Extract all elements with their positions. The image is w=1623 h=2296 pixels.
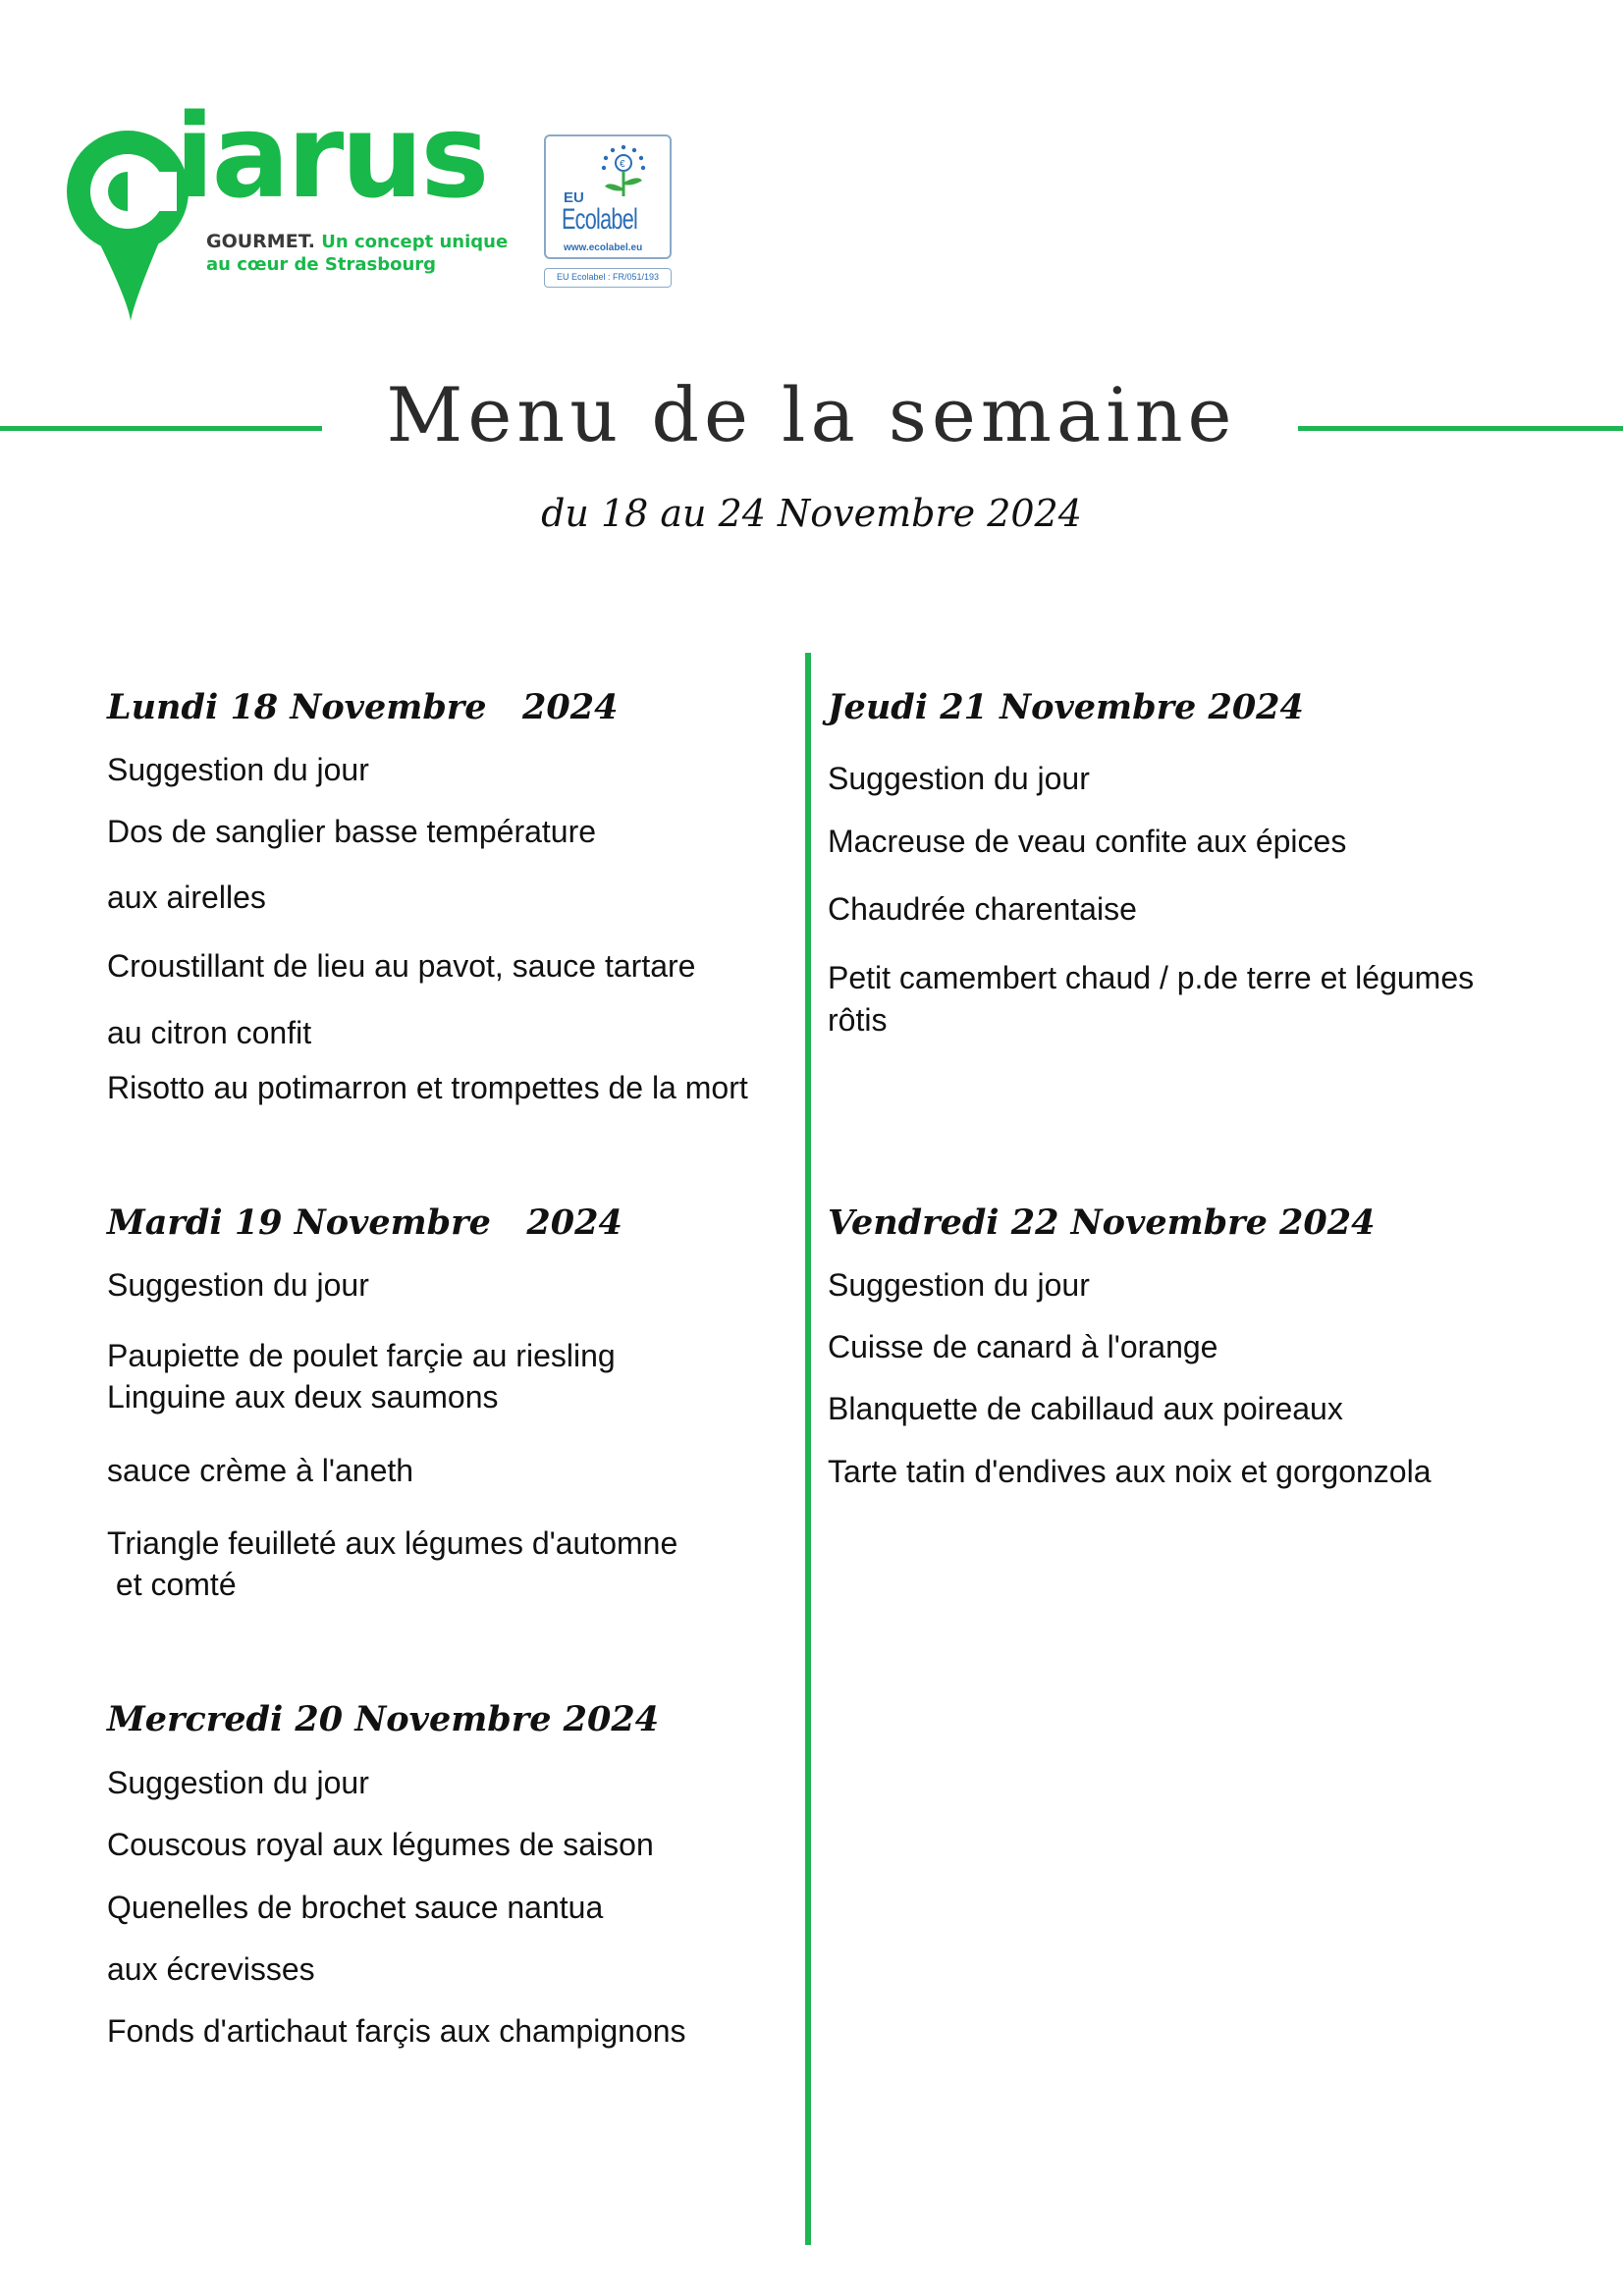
dish-item: Croustillant de lieu au pavot, sauce tartare [107,948,696,984]
dish-item: sauce crème à l'aneth [107,1453,414,1488]
dish-item: Tarte tatin d'endives aux noix et gorgonzola [828,1454,1432,1489]
dish-item: Fonds d'artichaut farçis aux champignons [107,2013,686,2049]
title-rule-left [0,426,322,431]
dish-item: Dos de sanglier basse température [107,814,597,849]
day-title-tuesday: Mardi 19 Novembre 2024 [107,1202,622,1243]
day-title-wednesday: Mercredi 20 Novembre 2024 [107,1699,660,1739]
dish-item: aux airelles [107,880,266,915]
ecolabel-registration: EU Ecolabel : FR/051/193 [544,268,672,288]
dish-item: Suggestion du jour [107,752,369,787]
dish-item: Petit camembert chaud / p.de terre et légumes [828,960,1475,995]
dish-item: rôtis [828,1002,888,1038]
day-title-monday: Lundi 18 Novembre 2024 [107,687,619,727]
dish-item: Quenelles de brochet sauce nantua [107,1890,604,1925]
brand-name: iarus [175,88,487,224]
ecolabel-flower-icon [589,139,658,208]
tagline-rest: Un concept unique [315,232,509,252]
dish-item: Suggestion du jour [107,1765,369,1800]
ecolabel-eu: EU [564,189,584,206]
dish-item: au citron confit [107,1015,312,1050]
title-rule-right [1298,426,1623,431]
dish-item: Suggestion du jour [828,761,1090,796]
dish-item: Suggestion du jour [107,1267,369,1303]
dish-item: Suggestion du jour [828,1267,1090,1303]
dish-item: Blanquette de cabillaud aux poireaux [828,1391,1343,1426]
ecolabel-url: www.ecolabel.eu [564,242,643,253]
tagline-strong: GOURMET. [206,231,315,252]
brand-tagline [206,231,508,276]
svg-text:€: € [620,159,625,170]
day-title-thursday: Jeudi 21 Novembre 2024 [828,687,1304,727]
column-divider [805,653,811,2245]
dish-item: Macreuse de veau confite aux épices [828,824,1347,859]
dish-item: Couscous royal aux légumes de saison [107,1827,654,1862]
dish-item: aux écrevisses [107,1951,315,1987]
dish-item: Cuisse de canard à l'orange [828,1329,1218,1364]
page-title: Menu de la semaine [386,371,1237,458]
day-title-friday: Vendredi 22 Novembre 2024 [828,1202,1376,1243]
dish-item: Triangle feuilleté aux légumes d'automne [107,1525,678,1561]
dish-item: Linguine aux deux saumons [107,1379,499,1415]
dish-item: Paupiette de poulet farçie au riesling [107,1338,616,1373]
dish-item: Chaudrée charentaise [828,891,1137,927]
week-date-range: du 18 au 24 Novembre 2024 [541,492,1082,535]
tagline-line2: au cœur de Strasbourg [206,254,437,275]
dish-item: et comté [107,1567,237,1602]
ecolabel-name: Ecolabel [562,203,638,236]
dish-item: Risotto au potimarron et trompettes de la mort [107,1070,748,1105]
